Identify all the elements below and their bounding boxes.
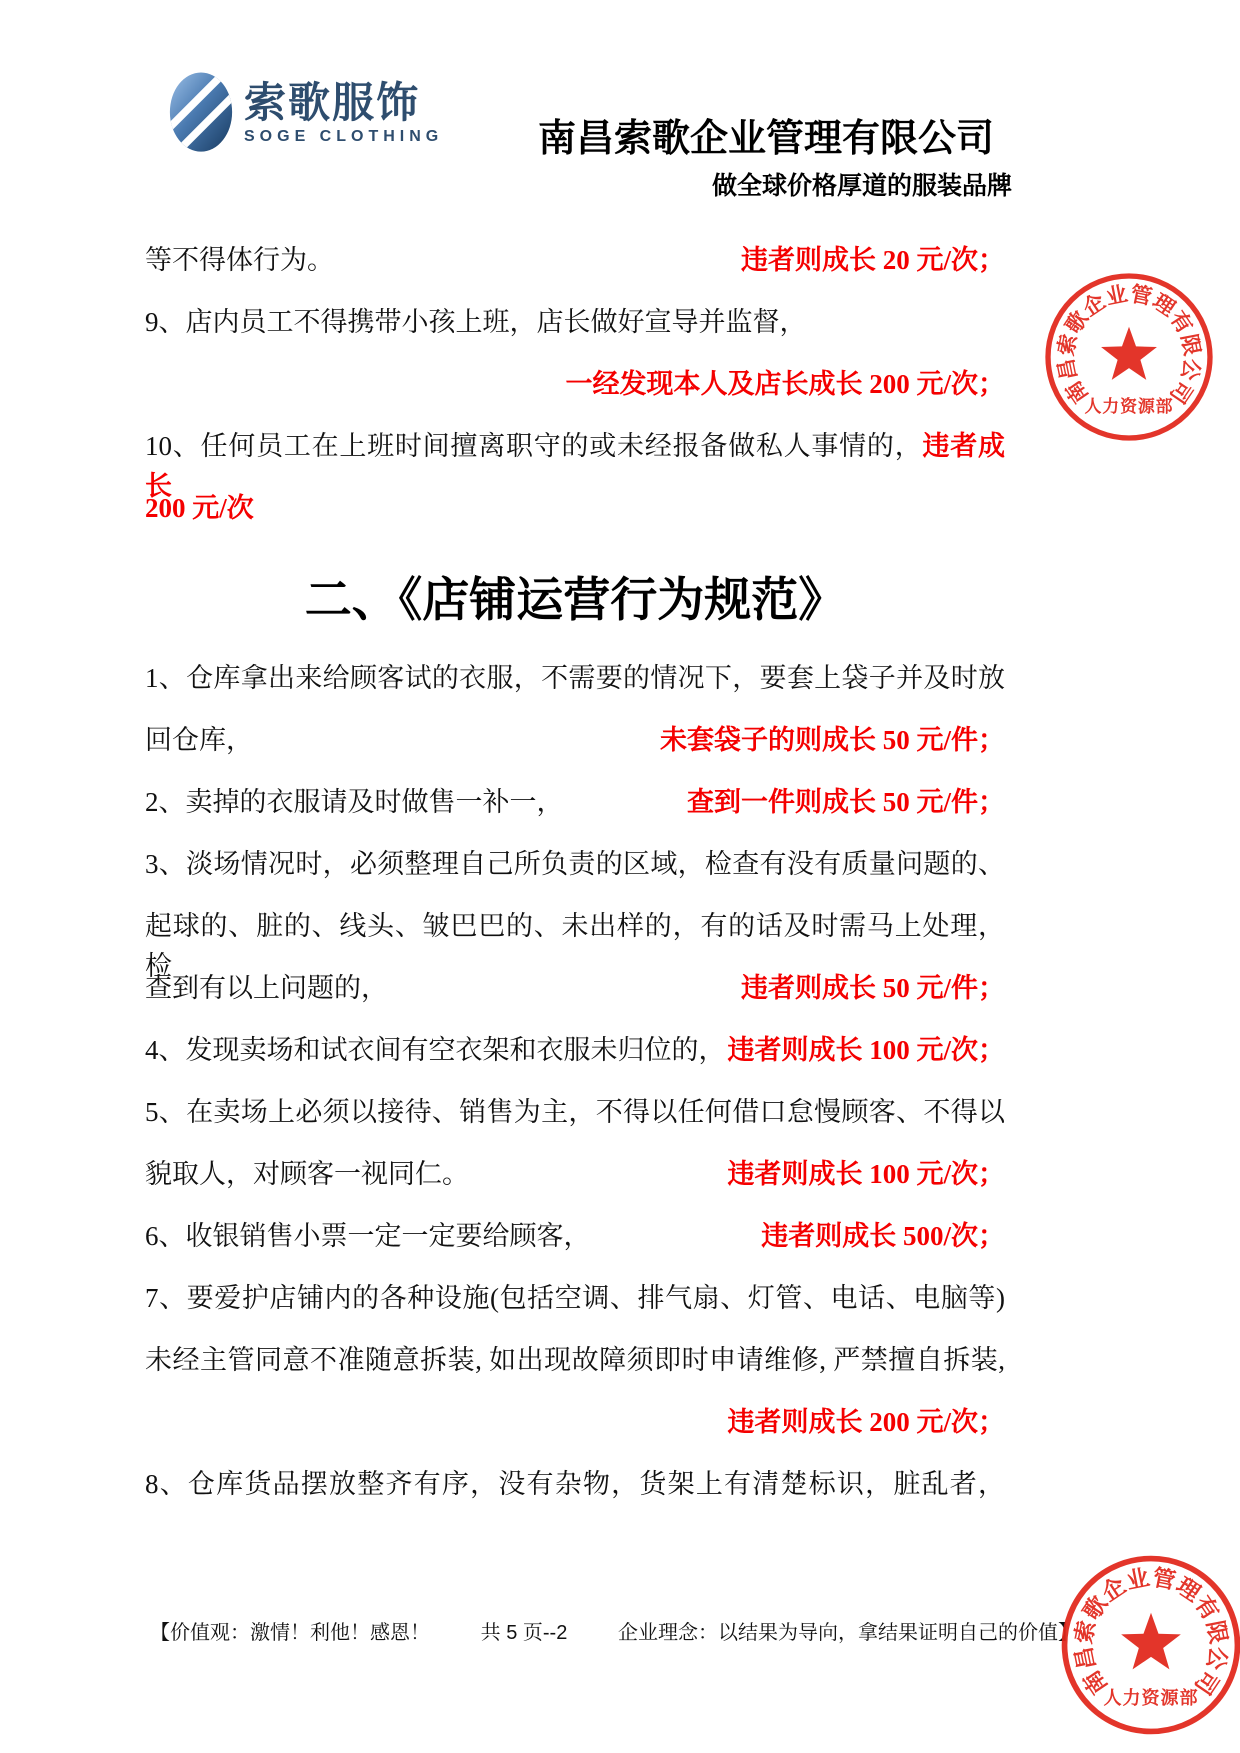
policy-line-text: 10、任何员工在上班时间擅离职守的或未经报备做私人事情的， [145, 431, 923, 461]
footer-page-number: 共 5 页--2 [480, 1622, 568, 1644]
svg-text:昌: 昌 [1053, 356, 1082, 383]
svg-text:人力资源部: 人力资源部 [1084, 397, 1174, 417]
penalty-text: 查到一件则成长 50 元/件； [686, 787, 1005, 817]
policy-line-text: 6、收银销售小票一定一定要给顾客， [145, 1221, 591, 1251]
policy-line-text: 未经主管同意不准随意拆装, 如出现故障须即时申请维修, 严禁擅自拆装, [145, 1345, 1005, 1375]
penalty-text: 一经发现本人及店长成长 200 元/次； [565, 369, 1005, 399]
policy-line [145, 1402, 1005, 1464]
policy-line [145, 1340, 1005, 1402]
policy-line [145, 240, 1005, 302]
svg-text:公: 公 [1202, 1644, 1232, 1672]
star-icon [1121, 1613, 1181, 1670]
policy-line-text: 2、卖掉的衣服请及时做售一补一， [145, 787, 564, 817]
policy-lines-before [145, 240, 1005, 550]
policy-line [145, 1092, 1005, 1154]
policy-line [145, 1216, 1005, 1278]
svg-text:管: 管 [1150, 1564, 1178, 1594]
policy-line-text: 起球的、脏的、线头、皱巴巴的、未出样的，有的话及时需马上处理，检 [145, 911, 1005, 981]
policy-line [145, 1464, 1005, 1526]
policy-line [145, 1278, 1005, 1340]
penalty-text: 违者则成长 50 元/件； [740, 973, 1005, 1003]
company-title: 南昌索歌企业管理有限公司 [538, 118, 995, 160]
policy-line [145, 488, 1005, 550]
soge-logo-icon [168, 70, 234, 156]
policy-line [145, 364, 1005, 426]
svg-text:南: 南 [1061, 376, 1094, 408]
svg-text:限: 限 [1176, 332, 1205, 358]
policy-line-text: 等不得体行为。 [145, 245, 334, 275]
svg-text:限: 限 [1202, 1618, 1232, 1646]
footer-philosophy: 企业理念：以结果为导向，拿结果证明自己的价值】 [618, 1622, 1078, 1644]
penalty-text: 违者成长 [145, 431, 1006, 501]
stamp-icon [1056, 1550, 1240, 1740]
svg-text:企: 企 [1078, 289, 1110, 321]
policy-line [145, 844, 1005, 906]
svg-text:歌: 歌 [1078, 1591, 1113, 1625]
footer-values: 【价值观：激情！利他！感恩！ [150, 1622, 430, 1644]
policy-line [145, 782, 1005, 844]
company-logo [168, 70, 443, 156]
page-footer [150, 1616, 1078, 1645]
svg-text:有: 有 [1165, 306, 1198, 338]
section-title: 二、《店铺运营行为规范》 [304, 575, 846, 627]
svg-text:昌: 昌 [1070, 1644, 1100, 1672]
policy-line-text: 貌取人，对顾客一视同仁。 [145, 1159, 469, 1189]
svg-text:南: 南 [1078, 1665, 1113, 1699]
penalty-text: 违者则成长 500/次； [761, 1221, 1005, 1251]
svg-text:理: 理 [1171, 1572, 1205, 1607]
logo-chinese-name: 索歌服饰 [244, 79, 421, 126]
svg-text:索: 索 [1070, 1618, 1100, 1646]
policy-line [145, 1154, 1005, 1216]
policy-line-text: 查到有以上问题的， [145, 973, 388, 1003]
policy-line-text: 9、店内员工不得携带小孩上班，店长做好宣导并监督， [145, 307, 807, 337]
svg-text:业: 业 [1103, 281, 1130, 310]
penalty-text: 违者则成长 200 元/次； [727, 1407, 1005, 1437]
svg-text:有: 有 [1189, 1591, 1224, 1625]
policy-line-text: 8、仓库货品摆放整齐有序，没有杂物，货架上有清楚标识，脏乱者， [145, 1469, 1005, 1499]
policy-line-text: 回仓库， [145, 725, 253, 755]
stamp-icon [1040, 268, 1218, 446]
policy-line [145, 968, 1005, 1030]
penalty-text: 违者则成长 100 元/次； [727, 1159, 1005, 1189]
policy-line-text: 3、淡场情况时，必须整理自己所负责的区域，检查有没有质量问题的、 [145, 849, 1005, 879]
logo-text-block [244, 80, 443, 146]
svg-text:歌: 歌 [1060, 306, 1093, 338]
policy-line-text: 7、要爱护店铺内的各种设施(包括空调、排气扇、灯管、电话、电脑等) [145, 1283, 1005, 1313]
policy-line [145, 720, 1005, 782]
hr-department-stamp-bottom [1056, 1550, 1240, 1740]
penalty-text: 200 元/次 [145, 493, 254, 523]
hr-department-stamp-top [1040, 268, 1218, 446]
svg-text:企: 企 [1097, 1572, 1131, 1607]
penalty-text: 违者则成长 20 元/次； [740, 245, 1005, 275]
svg-text:管: 管 [1128, 281, 1155, 310]
penalty-text: 违者则成长 100 元/次； [727, 1035, 1005, 1065]
policy-line [145, 658, 1005, 720]
logo-english-name: SOGE CLOTHING [244, 128, 444, 145]
svg-text:司: 司 [1189, 1665, 1224, 1699]
svg-text:司: 司 [1164, 376, 1197, 408]
svg-text:索: 索 [1053, 332, 1082, 358]
svg-text:公: 公 [1176, 356, 1205, 383]
policy-line-text: 5、在卖场上必须以接待、销售为主，不得以任何借口怠慢顾客、不得以 [145, 1097, 1005, 1127]
penalty-text: 未套袋子的则成长 50 元/件； [659, 725, 1005, 755]
policy-line [145, 906, 1005, 981]
policy-line [145, 302, 1005, 364]
policy-line-text: 1、仓库拿出来给顾客试的衣服，不需要的情况下，要套上袋子并及时放 [145, 663, 1005, 693]
star-icon [1101, 327, 1157, 380]
policy-line [145, 426, 1006, 501]
policy-line-text: 4、发现卖场和试衣间有空衣架和衣服未归位的， [145, 1035, 726, 1065]
policy-content [145, 240, 1005, 1526]
company-tagline: 做全球价格厚道的服装品牌 [712, 173, 1013, 200]
svg-text:业: 业 [1124, 1564, 1152, 1594]
svg-text:人力资源部: 人力资源部 [1103, 1687, 1199, 1708]
policy-lines-after [145, 658, 1005, 1526]
svg-text:理: 理 [1148, 289, 1180, 321]
policy-line [145, 1030, 1005, 1092]
